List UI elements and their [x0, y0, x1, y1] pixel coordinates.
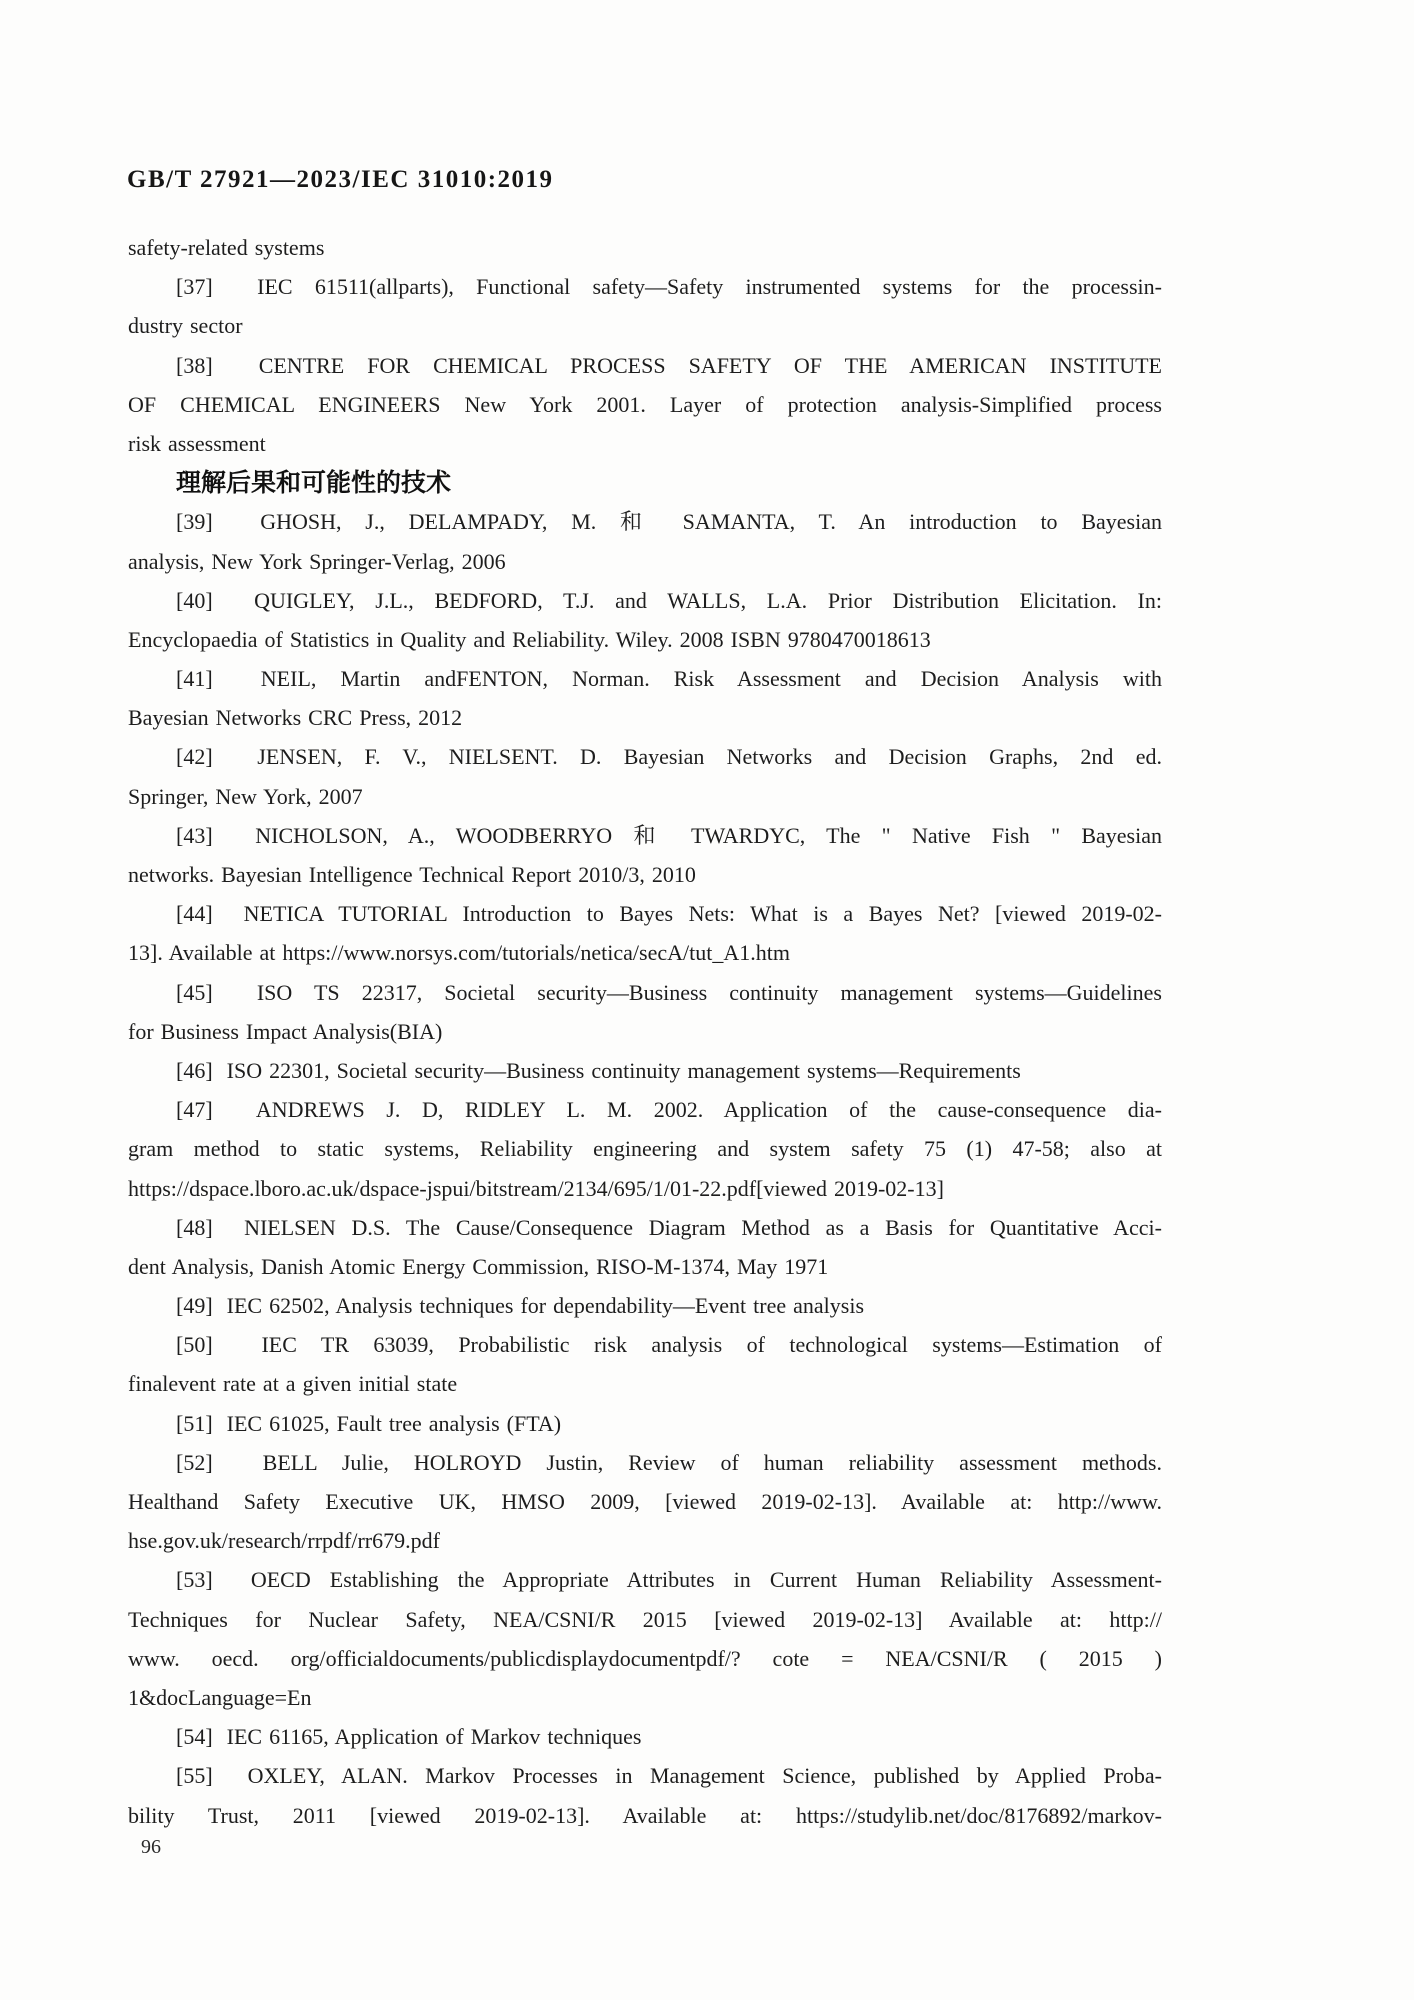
text-line: Bayesian Networks CRC Press, 2012 — [128, 705, 463, 731]
text-line: [48] NIELSEN D.S. The Cause/Consequence Diagram Method as a Basis for Quantitative Acci- — [176, 1214, 1162, 1240]
text-line: [39] GHOSH, J., DELAMPADY, M. 和 SAMANTA, T. An introduction to Bayesian — [176, 509, 1162, 535]
text-line: risk assessment — [128, 430, 266, 456]
text-line: Healthand Safety Executive UK, HMSO 2009, [viewed 2019-02-13]. Available at: http://www. — [128, 1489, 1162, 1514]
text-line: [47] ANDREWS J. D, RIDLEY L. M. 2002. Application of the cause-consequence dia- — [176, 1097, 1162, 1123]
text-line: [44] NETICA TUTORIAL Introduction to Bayes Nets: What is a Bayes Net? [viewed 2019-02- — [176, 901, 1162, 927]
text-line: [51] IEC 61025, Fault tree analysis (FTA) — [176, 1410, 562, 1436]
text-line: Springer, New York, 2007 — [128, 783, 363, 809]
section-heading-zh: 理解后果和可能性的技术 — [176, 468, 452, 498]
text-line: [43] NICHOLSON, A., WOODBERRYO 和 TWARDYC, The " Native Fish " Bayesian — [176, 822, 1162, 848]
references-body — [128, 228, 1162, 1835]
text-line: safety-related systems — [128, 235, 325, 260]
text-line: [37] IEC 61511(allparts), Functional safety—Safety instrumented systems for the processin- — [176, 274, 1162, 300]
text-line: [49] IEC 62502, Analysis techniques for dependability—Event tree analysis — [176, 1293, 865, 1319]
text-line: dent Analysis, Danish Atomic Energy Commission, RISO-M-1374, May 1971 — [128, 1253, 829, 1279]
text-line: [50] IEC TR 63039, Probabilistic risk analysis of technological systems—Estimation of — [176, 1332, 1162, 1358]
text-line: for Business Impact Analysis(BIA) — [128, 1018, 443, 1044]
text-line: www. oecd. org/officialdocuments/publicdisplaydocumentpdf/? cote = NEA/CSNI/R ( 2015 ) — [128, 1645, 1162, 1671]
text-line: Encyclopaedia of Statistics in Quality and Reliability. Wiley. 2008 ISBN 9780470018613 — [128, 626, 931, 652]
text-line: 1&docLanguage=En — [128, 1684, 312, 1710]
text-line: Techniques for Nuclear Safety, NEA/CSNI/R 2015 [viewed 2019-02-13] Available at: http:// — [128, 1606, 1162, 1632]
text-line: https://dspace.lboro.ac.uk/dspace-jspui/bitstream/2134/695/1/01-22.pdf[viewed 2019-02-13] — [128, 1175, 944, 1201]
text-line: [54] IEC 61165, Application of Markov techniques — [176, 1724, 642, 1750]
text-line: [45] ISO TS 22317, Societal security—Business continuity management systems—Guidelines — [176, 979, 1162, 1005]
text-line: finalevent rate at a given initial state — [128, 1371, 458, 1397]
text-line: OF CHEMICAL ENGINEERS New York 2001. Layer of protection analysis-Simplified process — [128, 391, 1162, 417]
text-line: [52] BELL Julie, HOLROYD Justin, Review of human reliability assessment methods. — [176, 1449, 1162, 1475]
text-line: [55] OXLEY, ALAN. Markov Processes in Management Science, published by Applied Proba- — [176, 1763, 1162, 1789]
doc-code-header: GB/T 27921—2023/IEC 31010:2019 — [127, 166, 554, 193]
page-number: 96 — [141, 1836, 161, 1858]
text-line: dustry sector — [128, 313, 243, 339]
text-line: 13]. Available at https://www.norsys.com/tutorials/netica/secA/tut_A1.htm — [128, 940, 790, 966]
text-line: [38] CENTRE FOR CHEMICAL PROCESS SAFETY OF THE AMERICAN INSTITUTE — [176, 352, 1162, 378]
text-line: [41] NEIL, Martin andFENTON, Norman. Risk Assessment and Decision Analysis with — [176, 666, 1162, 692]
text-line: hse.gov.uk/research/rrpdf/rr679.pdf — [128, 1528, 440, 1554]
text-line: [46] ISO 22301, Societal security—Business continuity management systems—Requirements — [176, 1057, 1021, 1083]
text-line: gram method to static systems, Reliability engineering and system safety 75 (1) 47-58; also at — [128, 1136, 1162, 1162]
text-line: analysis, New York Springer-Verlag, 2006 — [128, 548, 506, 574]
text-line: bility Trust, 2011 [viewed 2019-02-13]. Available at: https://studylib.net/doc/8176892/markov- — [128, 1802, 1162, 1828]
text-line: [53] OECD Establishing the Appropriate Attributes in Current Human Reliability Assessment- — [176, 1567, 1162, 1593]
text-line: networks. Bayesian Intelligence Technical Report 2010/3, 2010 — [128, 862, 696, 887]
text-line: [42] JENSEN, F. V., NIELSENT. D. Bayesian Networks and Decision Graphs, 2nd ed. — [176, 744, 1162, 770]
text-line: [40] QUIGLEY, J.L., BEDFORD, T.J. and WALLS, L.A. Prior Distribution Elicitation. In: — [176, 587, 1162, 613]
